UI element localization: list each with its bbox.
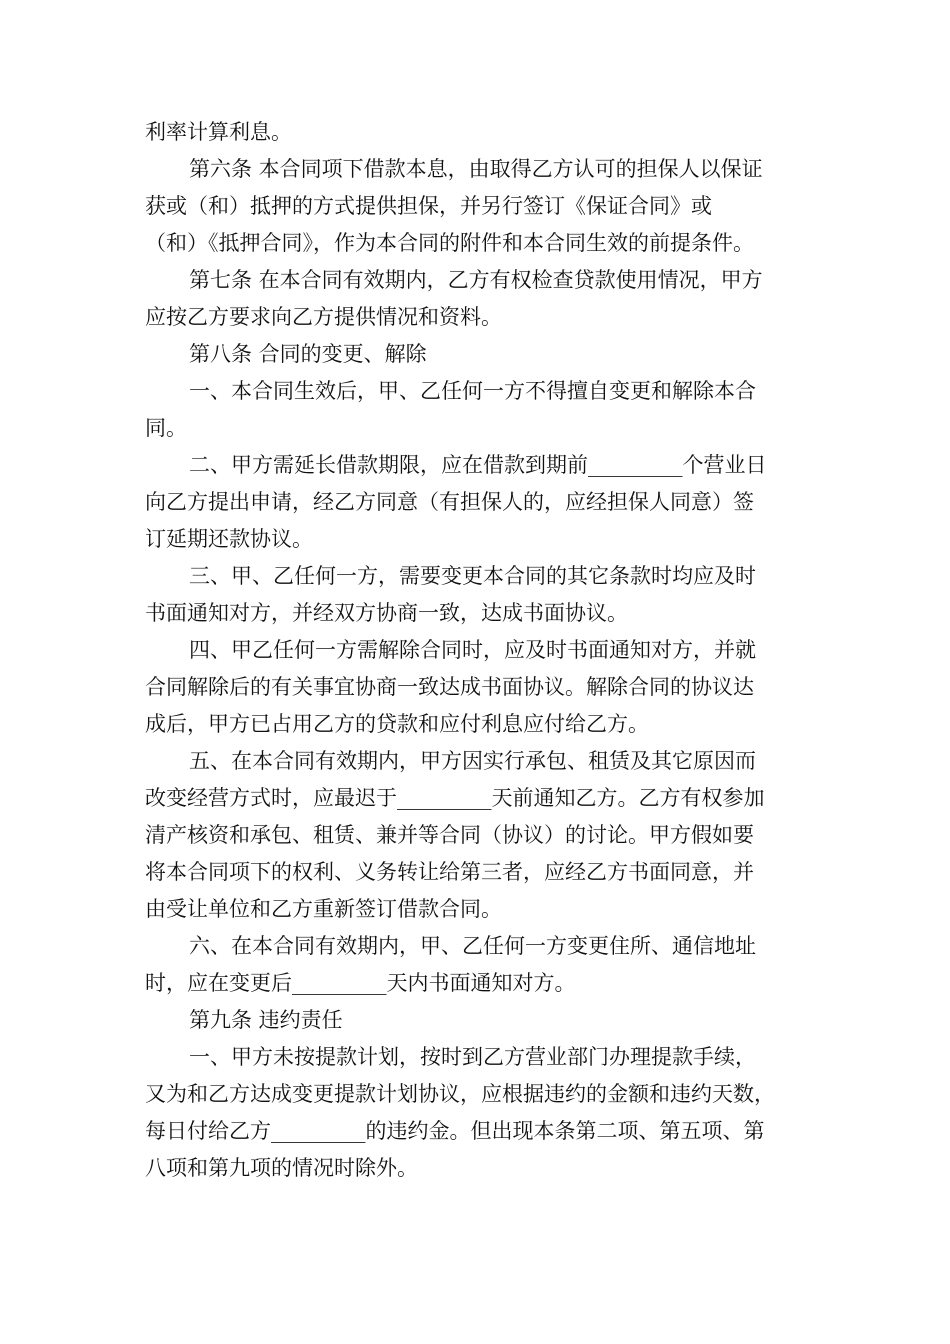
- text-line: 时，应在变更后_________天内书面通知对方。: [145, 971, 576, 995]
- text-line: 一、甲方未按提款计划，按时到乙方营业部门办理提款手续，: [189, 1045, 756, 1069]
- text-line: 第七条 在本合同有效期内，乙方有权检查贷款使用情况，甲方: [189, 268, 763, 292]
- text-line: 六、在本合同有效期内，甲、乙任何一方变更住所、通信地址: [189, 934, 756, 958]
- text-line: 清产核资和承包、租赁、兼并等合同（协议）的讨论。甲方假如要: [145, 823, 754, 847]
- text-line: 成后，甲方已占用乙方的贷款和应付利息应付给乙方。: [145, 712, 649, 736]
- text-line: 一、本合同生效后，甲、乙任何一方不得擅自变更和解除本合: [189, 379, 756, 403]
- text-line: 第八条 合同的变更、解除: [189, 342, 427, 366]
- text-line: 书面通知对方，并经双方协商一致，达成书面协议。: [145, 601, 628, 625]
- text-line: 三、甲、乙任何一方，需要变更本合同的其它条款时均应及时: [189, 564, 756, 588]
- text-line: 获或（和）抵押的方式提供担保，并另行签订《保证合同》或: [145, 194, 712, 218]
- text-line: 四、甲乙任何一方需解除合同时，应及时书面通知对方，并就: [189, 638, 756, 662]
- text-line: 改变经营方式时，应最迟于_________天前通知乙方。乙方有权参加: [145, 786, 765, 810]
- text-line: 由受让单位和乙方重新签订借款合同。: [145, 897, 502, 921]
- text-line: 八项和第九项的情况时除外。: [145, 1156, 418, 1180]
- text-line: 利率计算利息。: [145, 120, 292, 144]
- text-line: 每日付给乙方_________的违约金。但出现本条第二项、第五项、第: [145, 1119, 765, 1143]
- text-line: 应按乙方要求向乙方提供情况和资料。: [145, 305, 502, 329]
- text-line: 合同解除后的有关事宜协商一致达成书面协议。解除合同的协议达: [145, 675, 754, 699]
- document-body: [145, 114, 810, 1187]
- text-line: 向乙方提出申请，经乙方同意（有担保人的，应经担保人同意）签: [145, 490, 754, 514]
- text-line: 五、在本合同有效期内，甲方因实行承包、租赁及其它原因而: [189, 749, 756, 773]
- text-line: 又为和乙方达成变更提款计划协议，应根据违约的金额和违约天数，: [145, 1082, 775, 1106]
- text-line: 订延期还款协议。: [145, 527, 313, 551]
- text-line: （和）《抵押合同》，作为本合同的附件和本合同生效的前提条件。: [145, 231, 754, 255]
- text-line: 同。: [145, 416, 187, 440]
- text-line: 第六条 本合同项下借款本息，由取得乙方认可的担保人以保证: [189, 157, 763, 181]
- text-line: 将本合同项下的权利、义务转让给第三者，应经乙方书面同意，并: [145, 860, 754, 884]
- text-line: 第九条 违约责任: [189, 1008, 343, 1032]
- text-line: 二、甲方需延长借款期限，应在借款到期前_________个营业日: [189, 453, 767, 477]
